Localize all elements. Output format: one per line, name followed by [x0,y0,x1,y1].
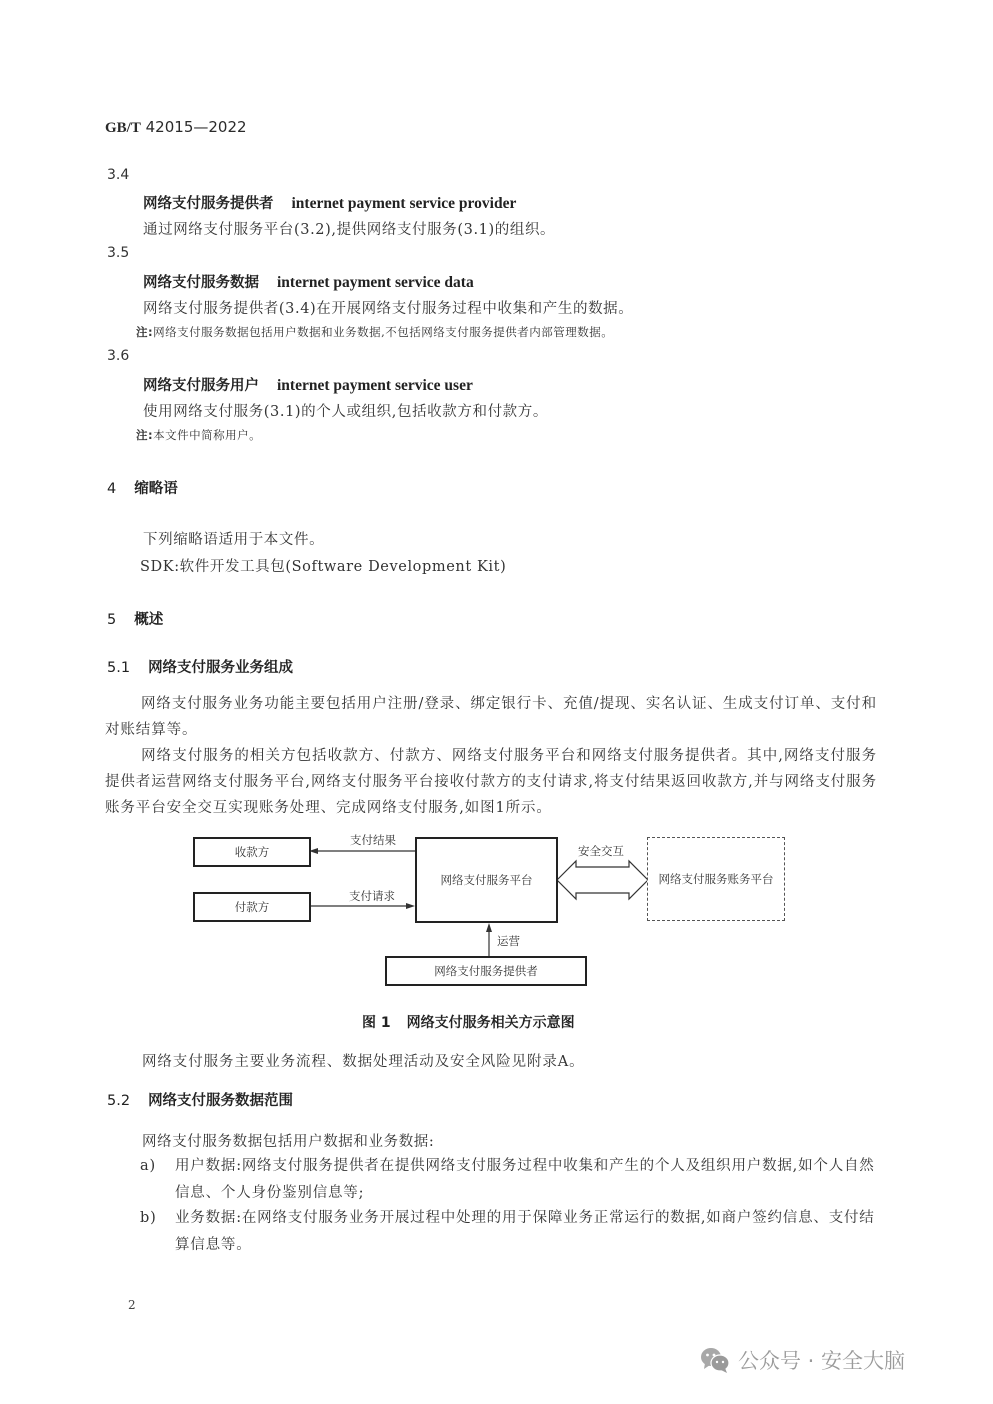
term-number: 3.4 [107,167,130,183]
term-heading [143,271,474,292]
term-en: internet payment service provider [291,195,517,212]
standard-number: 42015—2022 [145,118,247,136]
edge-label-payment-request: 支付请求 [349,889,395,903]
figure-caption-text: 网络支付服务相关方示意图 [406,1015,575,1031]
list-item [140,1153,880,1207]
term-zh: 网络支付服务用户 [143,378,259,394]
edge-label-secure-interaction: 安全交互 [578,844,624,858]
note-text: 本文件中简称用户。 [153,428,262,442]
node-accounting-platform: 网络支付服务账务平台 [647,837,785,921]
abbreviation-item: SDK:软件开发工具包(Software Development Kit) [140,559,507,575]
node-provider: 网络支付服务提供者 [385,956,587,986]
list-item-label: a) [140,1158,156,1174]
operates-arrowhead [486,923,492,932]
list-item-label: b) [140,1210,157,1226]
paragraph: 网络支付服务主要业务流程、数据处理活动及安全风险见附录A。 [142,1054,585,1070]
subsection-heading [107,656,293,677]
subsection-title: 网络支付服务数据范围 [148,1093,294,1109]
term-heading [143,192,516,213]
term-note [136,324,613,340]
watermark-text: 公众号 · 安全大脑 [738,1349,906,1373]
note-text: 网络支付服务数据包括用户数据和业务数据,不包括网络支付服务提供者内部管理数据。 [153,325,614,339]
figure-caption-label: 图 1 [362,1015,391,1031]
term-number: 3.6 [107,348,130,364]
abbreviation-intro: 下列缩略语适用于本文件。 [143,532,325,548]
subsection-title: 网络支付服务业务组成 [148,660,294,676]
page-number: 2 [128,1298,136,1312]
standard-code [105,118,247,137]
node-platform: 网络支付服务平台 [415,837,558,923]
section-title: 缩略语 [134,481,178,497]
term-note [136,427,261,443]
term-definition: 使用网络支付服务(3.1)的个人或组织,包括收款方和付款方。 [143,404,548,420]
standard-prefix: GB/T [105,120,141,136]
list-item-text: 用户数据:网络支付服务提供者在提供网络支付服务过程中收集和产生的个人及组织用户数据,如个人自然信息、个人身份鉴别信息等; [175,1158,875,1201]
section-heading [107,477,178,498]
list-intro: 网络支付服务数据包括用户数据和业务数据: [142,1134,435,1150]
section-heading [107,608,163,629]
subsection-number: 5.1 [107,660,131,676]
term-heading [143,374,473,395]
section-title: 概述 [134,612,164,628]
note-label: 注: [136,428,154,442]
wechat-icon [700,1346,730,1374]
node-payer: 付款方 [193,892,311,922]
term-en: internet payment service user [277,377,473,394]
secure-interaction-double-arrow [557,861,648,899]
edge-label-operates: 运营 [497,934,520,948]
term-number: 3.5 [107,245,130,261]
term-definition: 网络支付服务提供者(3.4)在开展网络支付服务过程中收集和产生的数据。 [143,301,634,317]
payment-request-arrowhead [406,903,415,909]
section-number: 4 [107,481,117,497]
paragraph: 网络支付服务业务功能主要包括用户注册/登录、绑定银行卡、充值/提现、实名认证、生成支付订单、支付和对账结算等。 [105,696,877,738]
subsection-number: 5.2 [107,1093,131,1109]
term-definition: 通过网络支付服务平台(3.2),提供网络支付服务(3.1)的组织。 [143,222,556,238]
subsection-heading [107,1089,293,1110]
paragraph: 网络支付服务的相关方包括收款方、付款方、网络支付服务平台和网络支付服务提供者。其中,网络支付服务提供者运营网络支付服务平台,网络支付服务平台接收付款方的支付请求,将支付结果返回收款方,并与网络支付服务账务平台安全交互实现账务处理、完成网络支付服务,如图1所示。 [105,748,877,816]
watermark [700,1345,905,1375]
figure-caption [362,1012,575,1032]
node-payee: 收款方 [193,837,311,867]
section-number: 5 [107,612,117,628]
note-label: 注: [136,325,154,339]
term-zh: 网络支付服务数据 [143,275,259,291]
list-item [140,1205,880,1259]
term-zh: 网络支付服务提供者 [143,196,274,212]
list-item-text: 业务数据:在网络支付服务业务开展过程中处理的用于保障业务正常运行的数据,如商户签约信息、支付结算信息等。 [175,1210,875,1253]
term-en: internet payment service data [277,274,474,291]
payment-result-arrowhead [309,848,318,854]
edge-label-payment-result: 支付结果 [350,833,396,847]
